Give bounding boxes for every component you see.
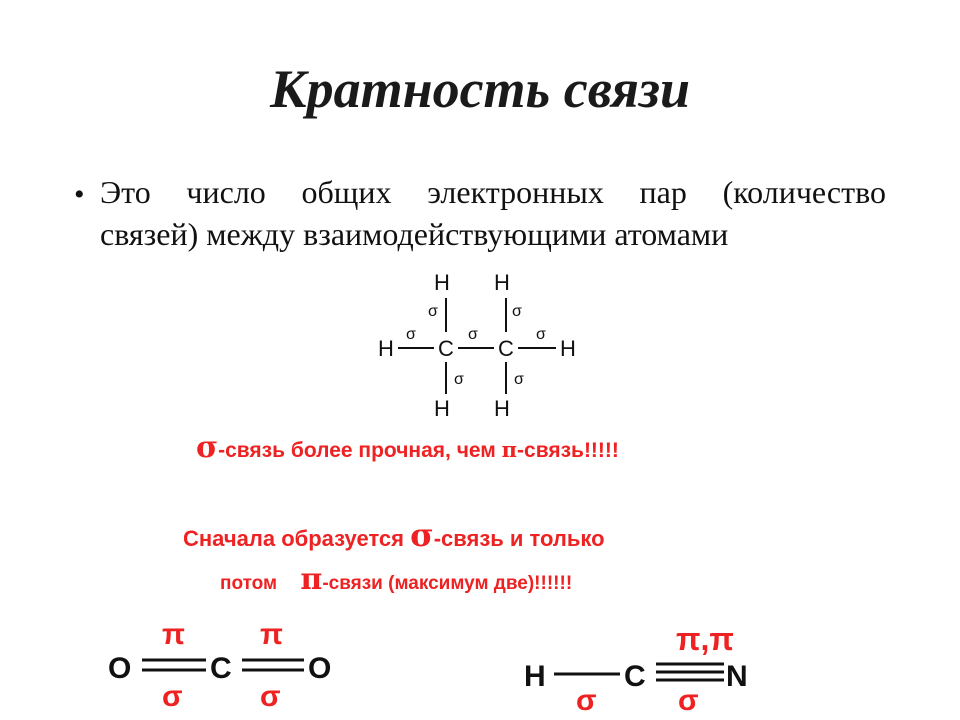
note-text: -связь и только: [433, 526, 605, 551]
atom-o-left: O: [108, 652, 132, 685]
sigma-symbol: σ: [196, 430, 219, 465]
sigma-label: σ: [260, 680, 281, 712]
pi-symbol: π: [501, 437, 518, 462]
definition-line-2: связей) между взаимодействующими атомами: [100, 216, 729, 252]
atom-c: C: [210, 652, 232, 685]
sigma-label: σ: [512, 303, 522, 320]
atom-h-top-right: H: [494, 270, 510, 295]
atom-h-left: H: [378, 336, 394, 361]
sigma-strength-note: [196, 430, 619, 465]
atom-h-bottom-left: H: [434, 396, 450, 421]
atom-c: C: [624, 660, 646, 693]
slide-title: Кратность связи: [269, 59, 691, 119]
atom-h-right: H: [560, 336, 576, 361]
atom-h: H: [524, 660, 546, 693]
pi-label: π: [260, 618, 283, 651]
sigma-label: σ: [428, 303, 438, 320]
note-text: Сначала образуется: [183, 526, 411, 551]
hcn-structure: [520, 612, 780, 712]
atom-h-top-left: H: [434, 270, 450, 295]
note-text: потом: [220, 573, 283, 594]
sigma-symbol: σ: [410, 516, 434, 554]
atom-c-right: C: [498, 336, 514, 361]
bullet-marker: •: [74, 178, 85, 211]
note-text: -связь!!!!!: [517, 439, 619, 462]
atom-n: N: [726, 660, 748, 693]
sigma-label: σ: [162, 680, 183, 712]
pi-symbol: π: [300, 562, 323, 597]
ethane-structure: [360, 262, 600, 422]
atom-o-right: O: [308, 652, 332, 685]
sigma-label: σ: [454, 371, 464, 388]
note-text: -связи (максимум две)!!!!!!: [322, 573, 573, 594]
formation-note-line-1: [183, 516, 605, 554]
formation-note-line-2: [220, 562, 572, 597]
sigma-label: σ: [468, 326, 478, 343]
atom-h-bottom-right: H: [494, 396, 510, 421]
co2-structure: [100, 612, 350, 712]
sigma-label: σ: [678, 684, 699, 712]
atom-c-left: C: [438, 336, 454, 361]
pi-label: π: [162, 618, 185, 651]
pi-pair-label: π,π: [676, 621, 734, 657]
definition-line-1: Это число общих электронных пар (количество: [100, 174, 886, 210]
sigma-label: σ: [406, 326, 416, 343]
sigma-label: σ: [576, 684, 597, 712]
note-text: -связь более прочная, чем: [218, 439, 502, 462]
sigma-label: σ: [514, 371, 524, 388]
sigma-label: σ: [536, 326, 546, 343]
